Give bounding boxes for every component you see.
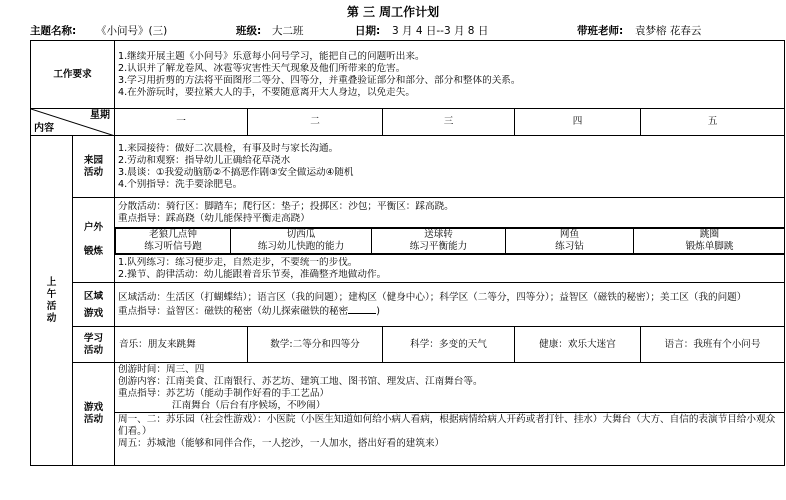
arrival-content: 1.来园接待：做好二次晨检，有事及时与家长沟通。 2.劳动和观察：指导幼儿正确给花草浇水 3.晨谈：①我爱动脑筋②不搞恶作剧③安全做运动④随机 4.个别指导：洗手要涂肥皂。 — [115, 136, 785, 198]
day-thu: 四 — [515, 109, 641, 136]
outdoor-games-row — [31, 228, 785, 255]
morning-activities-label: 上 午 活 动 — [31, 136, 73, 466]
game-label: 游戏 活动 — [73, 363, 115, 466]
requirement-line: 3.学习用折剪的方法将平面图形二等分、四等分，并重叠验证部分和部分、部分和整体的关系。 — [118, 74, 521, 86]
date-label: 日期: — [355, 25, 381, 37]
day-wed: 三 — [383, 109, 515, 136]
outdoor-label: 户外 锻炼 — [73, 198, 115, 283]
game-item: 网鱼 练习钻 — [506, 229, 634, 254]
learning-wednesday: 科学：多变的天气 — [383, 327, 515, 363]
learning-row — [31, 327, 785, 363]
weekday-diagonal-header — [31, 109, 115, 136]
learning-thursday: 健康：欢乐大迷宫 — [515, 327, 641, 363]
requirements-content — [115, 41, 785, 109]
game-item: 送球转 练习平衡能力 — [372, 229, 506, 254]
outdoor-top-row — [31, 198, 785, 228]
area-row — [31, 283, 785, 327]
teacher-label: 带班老师: — [577, 25, 624, 37]
class-value: 大二班 — [272, 25, 304, 37]
day-mon: 一 — [115, 109, 248, 136]
learning-friday: 语言：我班有个小问号 — [641, 327, 785, 363]
day-fri: 五 — [641, 109, 785, 136]
theme-value: 《小问号》(三) — [96, 25, 168, 37]
weekday-row — [31, 109, 785, 136]
theme-label: 主题名称: — [30, 25, 77, 37]
outdoor-games — [115, 228, 785, 254]
game-item: 跳圈 锻炼单脚跳 — [634, 229, 785, 254]
day-tue: 二 — [248, 109, 383, 136]
game-item: 切西瓜 练习幼儿快跑的能力 — [231, 229, 372, 254]
requirement-line: 4.在外游玩时，要拉紧大人的手，不要随意离开大人身边，以免走失。 — [118, 86, 415, 98]
game-row — [31, 363, 785, 466]
day-label: 星期 — [90, 110, 110, 121]
weekly-plan-table — [30, 40, 785, 466]
page-title: 第 三 周工作计划 — [346, 5, 440, 19]
requirements-row — [31, 41, 785, 109]
date-value: 3 月 4 日--3 月 8 日 — [392, 25, 489, 37]
outdoor-content: 分散活动：骑行区：脚踏车；爬行区：垫子；投掷区：沙包；平衡区：踩高跷。 重点指导：踩高跷（幼儿能保持平衡走高跷） — [115, 198, 785, 228]
outdoor-bottom-row — [31, 255, 785, 283]
content-label: 内容 — [34, 123, 54, 134]
class-label: 班级: — [236, 25, 262, 37]
requirement-line: 2.认识并了解龙卷风、冰雹等灾害性天气现象及他们所带来的危害。 — [118, 62, 406, 74]
learning-label: 学习 活动 — [73, 327, 115, 363]
game-item: 老狼几点钟 练习听信号跑 — [116, 229, 231, 254]
requirement-line: 1.继续开展主题《小问号》乐意每小问号学习，能把自己的问题听出来。 — [118, 50, 425, 62]
game-content: 创游时间：周三、四 创游内容：江南美食、江南银行、苏艺坊、建筑工地、图书馆、理发店、江南舞台等。 重点指导：苏艺坊（能动手制作好看的手工艺品） 江南舞台（后台有序候场，不吵闹） 周一、二：苏乐园（社会性游戏）：小医院（小医生知道如何给小病人看病，根据病情给病人开药或者打针、挂水）大舞台（大方、自信的表演节目给小观众们看。） 周五：苏城池（能够和同伴合作，一人挖沙，一人加水，搭出好看的建筑来） — [115, 363, 785, 466]
learning-monday: 音乐：朋友来跳舞 — [115, 327, 248, 363]
outdoor-bottom-content: 1.队列练习：练习便步走，自然走步，不要统一的步伐。 2.操节、韵律活动：幼儿能跟着音乐节奏，准确整齐地做动作。 — [115, 255, 785, 283]
requirements-label: 工作要求 — [31, 41, 115, 109]
arrival-row — [31, 136, 785, 198]
teacher-value: 袁梦榕 花春云 — [635, 25, 702, 37]
area-content: 区域活动：生活区（打蝴蝶结）；语言区（我的问题）；建构区（健身中心）；科学区（二等分，四等分）；益智区（磁铁的秘密）；美工区（我的问题） 重点指导：益智区：磁铁的秘密（幼儿探索磁铁的秘密 ) — [115, 283, 785, 327]
arrival-label: 来园 活动 — [73, 136, 115, 198]
area-label: 区域 游戏 — [73, 283, 115, 327]
learning-tuesday: 数学:二等分和四等分 — [248, 327, 383, 363]
